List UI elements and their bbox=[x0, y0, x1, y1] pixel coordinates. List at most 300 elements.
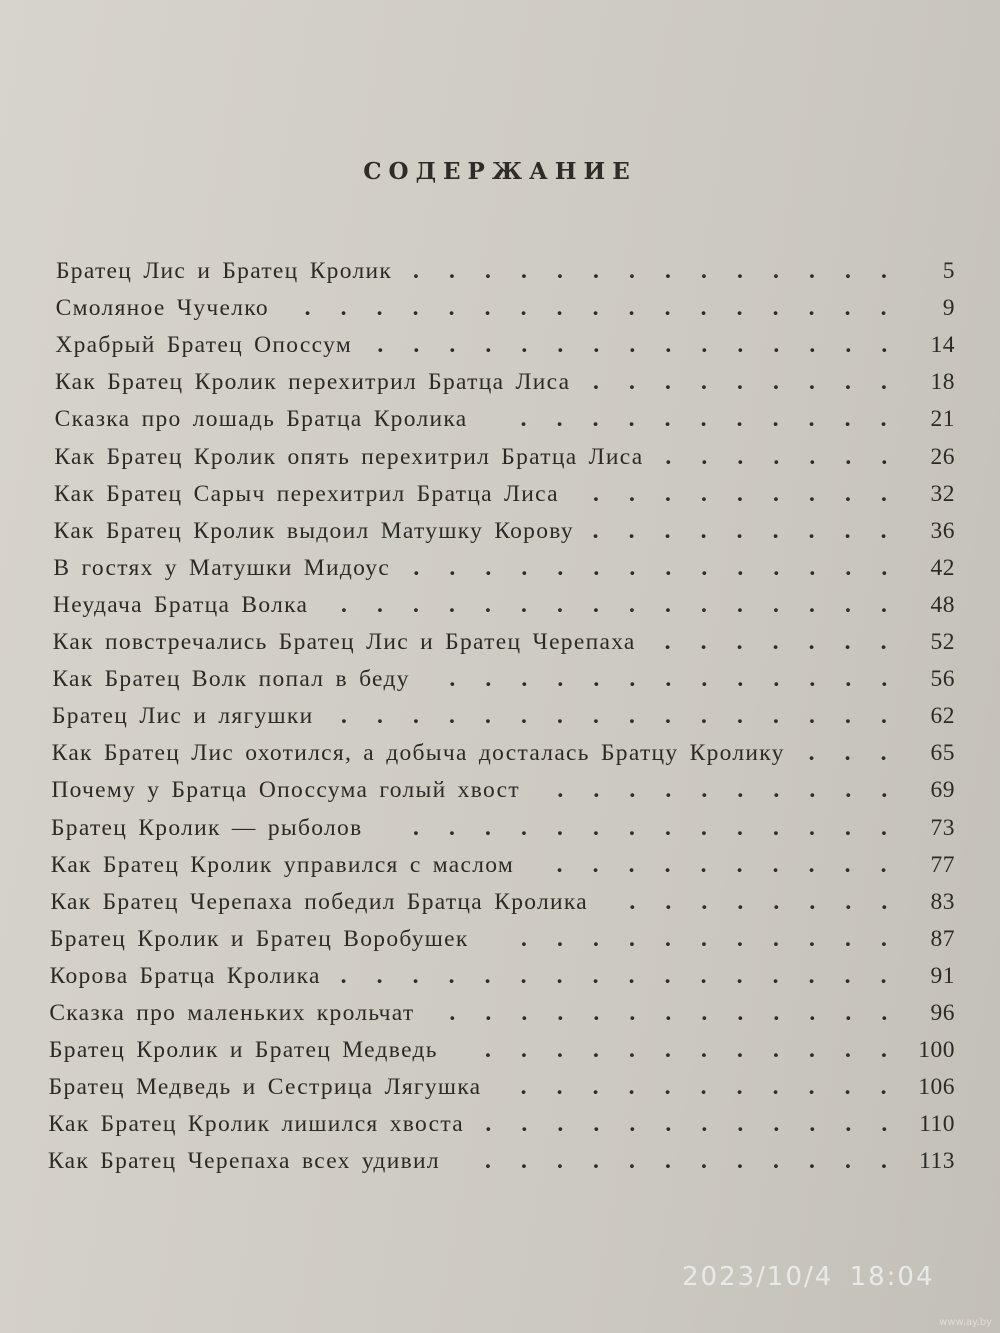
leader-dot: . bbox=[845, 1037, 852, 1064]
leader-dot: . bbox=[737, 554, 745, 581]
leader-dot: . bbox=[557, 1111, 565, 1138]
leader-dot: . bbox=[484, 295, 492, 322]
toc-entry bbox=[49, 1037, 955, 1067]
leader-dot: . bbox=[665, 591, 672, 618]
leader-dot: . bbox=[701, 332, 709, 359]
leader-dot: . bbox=[845, 554, 853, 581]
leader-dot: . bbox=[628, 517, 636, 544]
toc-entry-title: Братец Кролик и Братец Медведь bbox=[49, 1037, 438, 1064]
leader-dot: . bbox=[413, 814, 420, 841]
leader-dot: . bbox=[845, 1000, 853, 1026]
toc-entry-title: Как Братец Лис охотился, а добыча досталась Братцу Кролику bbox=[51, 740, 785, 767]
toc-entry bbox=[52, 666, 955, 696]
toc-entry bbox=[53, 592, 955, 622]
leader-dot: . bbox=[881, 332, 889, 359]
leader-dot: . bbox=[773, 888, 781, 915]
leader-dot: . bbox=[881, 1111, 889, 1138]
leader-dot: . bbox=[593, 258, 600, 284]
leader-dot: . bbox=[665, 1148, 672, 1175]
leader-dot: . bbox=[845, 1111, 853, 1138]
leader-dot: . bbox=[485, 258, 492, 284]
toc-leader-dots bbox=[665, 444, 917, 474]
leader-dot: . bbox=[485, 332, 493, 359]
leader-dot: . bbox=[845, 443, 853, 470]
toc-entry bbox=[48, 1148, 955, 1178]
leader-dot: . bbox=[701, 591, 708, 618]
toc-entry-title: Как Братец Кролик опять перехитрил Братца Лиса bbox=[54, 443, 644, 470]
toc-entry bbox=[51, 815, 955, 845]
toc-entry-title: Как Братец Сарыч перехитрил Братца Лиса bbox=[54, 480, 559, 507]
leader-dot: . bbox=[808, 406, 816, 433]
leader-dot: . bbox=[809, 591, 816, 618]
leader-dot: . bbox=[880, 962, 888, 989]
toc-entry-title: Храбрый Братец Опоссум bbox=[55, 332, 352, 359]
toc-entry bbox=[51, 777, 955, 807]
toc-leader-dots bbox=[485, 1148, 917, 1178]
leader-dot: . bbox=[557, 925, 564, 952]
leader-dot: . bbox=[485, 1111, 493, 1138]
toc-entry bbox=[55, 332, 955, 362]
leader-dot: . bbox=[701, 258, 708, 284]
leader-dot: . bbox=[484, 962, 492, 989]
leader-dot: . bbox=[557, 666, 565, 693]
leader-dot: . bbox=[340, 962, 348, 989]
leader-dot: . bbox=[844, 740, 852, 767]
toc-entry bbox=[53, 555, 955, 585]
leader-dot: . bbox=[628, 406, 636, 433]
leader-dot: . bbox=[665, 443, 673, 470]
leader-dot: . bbox=[880, 740, 888, 767]
leader-dot: . bbox=[844, 629, 852, 655]
toc-entry-title: Почему у Братца Опоссума голый хвост bbox=[51, 777, 520, 804]
leader-dot: . bbox=[556, 851, 564, 878]
leader-dot: . bbox=[629, 258, 636, 284]
leader-dot: . bbox=[736, 406, 744, 433]
leader-dot: . bbox=[592, 1074, 600, 1101]
leader-dot: . bbox=[808, 740, 816, 767]
leader-dot: . bbox=[808, 517, 816, 544]
leader-dot: . bbox=[736, 851, 744, 878]
leader-dot: . bbox=[521, 591, 528, 618]
leader-dot: . bbox=[485, 666, 493, 693]
leader-dot: . bbox=[665, 888, 673, 915]
leader-dot: . bbox=[557, 777, 565, 804]
leader-dot: . bbox=[772, 962, 780, 989]
leader-dot: . bbox=[628, 1074, 636, 1101]
leader-dot: . bbox=[521, 332, 529, 359]
leader-dot: . bbox=[376, 295, 384, 322]
leader-dot: . bbox=[737, 925, 744, 952]
leader-dot: . bbox=[665, 703, 672, 730]
leader-dot: . bbox=[737, 1000, 745, 1026]
toc-leader-dots bbox=[449, 1000, 917, 1030]
leader-dot: . bbox=[449, 1000, 457, 1026]
leader-dot: . bbox=[809, 480, 816, 507]
leader-dot: . bbox=[773, 554, 781, 581]
toc-entry-page-number: 77 bbox=[930, 851, 955, 878]
toc-entry-page-number: 83 bbox=[930, 888, 955, 915]
toc-entry-page-number: 91 bbox=[930, 962, 955, 989]
leader-dot: . bbox=[521, 1148, 528, 1175]
leader-dot: . bbox=[737, 369, 744, 396]
leader-dot: . bbox=[845, 591, 852, 618]
leader-dot: . bbox=[520, 295, 528, 322]
toc-entry-page-number: 21 bbox=[930, 406, 955, 433]
toc-leader-dots bbox=[521, 926, 917, 956]
leader-dot: . bbox=[557, 1148, 564, 1175]
leader-dot: . bbox=[773, 369, 780, 396]
leader-dot: . bbox=[557, 814, 564, 841]
leader-dot: . bbox=[809, 332, 817, 359]
toc-entry-title: Неудача Братца Волка bbox=[53, 591, 309, 618]
leader-dot: . bbox=[520, 962, 528, 989]
toc-leader-dots bbox=[413, 815, 917, 845]
toc-entry-title: Корова Братца Кролика bbox=[49, 962, 321, 989]
toc-entry bbox=[52, 703, 955, 733]
leader-dot: . bbox=[880, 851, 888, 878]
leader-dot: . bbox=[592, 962, 600, 989]
leader-dot: . bbox=[628, 851, 636, 878]
leader-dot: . bbox=[665, 258, 672, 284]
leader-dot: . bbox=[376, 962, 384, 989]
leader-dot: . bbox=[629, 703, 636, 730]
toc-entry-title: Сказка про маленьких крольчат bbox=[49, 1000, 415, 1026]
leader-dot: . bbox=[449, 332, 457, 359]
leader-dot: . bbox=[809, 925, 816, 952]
leader-dot: . bbox=[737, 666, 745, 693]
leader-dot: . bbox=[665, 332, 673, 359]
leader-dot: . bbox=[701, 1111, 709, 1138]
leader-dot: . bbox=[844, 517, 852, 544]
leader-dot: . bbox=[773, 332, 781, 359]
leader-dot: . bbox=[521, 258, 528, 284]
leader-dot: . bbox=[664, 517, 672, 544]
leader-dot: . bbox=[556, 406, 564, 433]
leader-dot: . bbox=[664, 962, 672, 989]
toc-entry bbox=[55, 369, 955, 399]
leader-dot: . bbox=[593, 1000, 601, 1026]
leader-dot: . bbox=[701, 554, 709, 581]
toc-entry bbox=[51, 852, 955, 882]
leader-dot: . bbox=[773, 666, 781, 693]
toc-leader-dots bbox=[485, 1037, 917, 1067]
leader-dot: . bbox=[809, 888, 817, 915]
leader-dot: . bbox=[521, 1111, 529, 1138]
toc-leader-dots bbox=[377, 332, 917, 362]
toc-entry-page-number: 106 bbox=[918, 1074, 955, 1101]
leader-dot: . bbox=[665, 1037, 672, 1064]
leader-dot: . bbox=[880, 1074, 888, 1101]
leader-dot: . bbox=[377, 591, 384, 618]
leader-dot: . bbox=[593, 480, 600, 507]
leader-dot: . bbox=[593, 703, 600, 730]
toc-entry-title: Братец Лис и Братец Кролик bbox=[56, 258, 393, 284]
leader-dot: . bbox=[737, 591, 744, 618]
leader-dot: . bbox=[773, 591, 780, 618]
toc-leader-dots bbox=[629, 889, 917, 919]
leader-dot: . bbox=[700, 962, 708, 989]
leader-dot: . bbox=[881, 666, 889, 693]
toc-entry-page-number: 65 bbox=[930, 740, 955, 767]
leader-dot: . bbox=[701, 888, 709, 915]
leader-dot: . bbox=[629, 1000, 637, 1026]
leader-dot: . bbox=[809, 1148, 816, 1175]
leader-dot: . bbox=[737, 1037, 744, 1064]
leader-dot: . bbox=[881, 814, 888, 841]
leader-dot: . bbox=[808, 629, 816, 655]
leader-dot: . bbox=[629, 888, 637, 915]
leader-dot: . bbox=[880, 295, 888, 322]
leader-dot: . bbox=[737, 332, 745, 359]
leader-dot: . bbox=[808, 851, 816, 878]
toc-entry-page-number: 62 bbox=[930, 703, 955, 730]
leader-dot: . bbox=[593, 777, 601, 804]
leader-dot: . bbox=[521, 666, 529, 693]
leader-dot: . bbox=[413, 332, 421, 359]
toc-entry-page-number: 26 bbox=[930, 443, 955, 470]
leader-dot: . bbox=[629, 1111, 637, 1138]
toc-leader-dots bbox=[449, 666, 917, 696]
leader-dot: . bbox=[737, 777, 745, 804]
leader-dot: . bbox=[845, 258, 852, 284]
leader-dot: . bbox=[700, 1074, 708, 1101]
toc-leader-dots bbox=[413, 555, 917, 585]
toc-leader-dots bbox=[341, 703, 917, 733]
leader-dot: . bbox=[881, 1000, 889, 1026]
leader-dot: . bbox=[881, 703, 888, 730]
leader-dot: . bbox=[845, 1148, 852, 1175]
leader-dot: . bbox=[557, 703, 564, 730]
leader-dot: . bbox=[808, 962, 816, 989]
leader-dot: . bbox=[449, 666, 457, 693]
leader-dot: . bbox=[629, 1037, 636, 1064]
leader-dot: . bbox=[557, 554, 565, 581]
leader-dot: . bbox=[881, 591, 888, 618]
leader-dot: . bbox=[628, 962, 636, 989]
leader-dot: . bbox=[700, 629, 708, 655]
toc-entry bbox=[55, 406, 955, 436]
leader-dot: . bbox=[772, 295, 780, 322]
leader-dot: . bbox=[737, 258, 744, 284]
leader-dot: . bbox=[809, 1111, 817, 1138]
leader-dot: . bbox=[809, 814, 816, 841]
toc-entry-page-number: 48 bbox=[930, 591, 955, 618]
leader-dot: . bbox=[880, 406, 888, 433]
leader-dot: . bbox=[448, 962, 456, 989]
leader-dot: . bbox=[520, 406, 528, 433]
leader-dot: . bbox=[700, 295, 708, 322]
leader-dot: . bbox=[557, 1037, 564, 1064]
toc-entry-page-number: 73 bbox=[930, 814, 955, 841]
toc-leader-dots bbox=[305, 295, 917, 325]
leader-dot: . bbox=[736, 517, 744, 544]
leader-dot: . bbox=[845, 814, 852, 841]
leader-dot: . bbox=[485, 554, 493, 581]
toc-entry-title: Как Братец Кролик выдоил Матушку Корову bbox=[53, 517, 574, 544]
leader-dot: . bbox=[701, 1148, 708, 1175]
leader-dot: . bbox=[593, 554, 601, 581]
watermark: www.ay.by bbox=[939, 1317, 992, 1328]
leader-dot: . bbox=[665, 777, 673, 804]
leader-dot: . bbox=[844, 295, 852, 322]
leader-dot: . bbox=[845, 369, 852, 396]
leader-dot: . bbox=[701, 443, 709, 470]
leader-dot: . bbox=[557, 1000, 565, 1026]
leader-dot: . bbox=[340, 295, 348, 322]
leader-dot: . bbox=[773, 925, 780, 952]
leader-dot: . bbox=[809, 777, 817, 804]
leader-dot: . bbox=[665, 369, 672, 396]
toc-entry-title: Как Братец Кролик лишился хвоста bbox=[48, 1111, 464, 1138]
toc-leader-dots bbox=[557, 777, 917, 807]
leader-dot: . bbox=[412, 962, 420, 989]
leader-dot: . bbox=[844, 851, 852, 878]
leader-dot: . bbox=[881, 1037, 888, 1064]
leader-dot: . bbox=[521, 1000, 529, 1026]
leader-dot: . bbox=[808, 295, 816, 322]
leader-dot: . bbox=[377, 332, 385, 359]
toc-entry-page-number: 5 bbox=[942, 258, 955, 284]
leader-dot: . bbox=[844, 1074, 852, 1101]
leader-dot: . bbox=[413, 554, 421, 581]
leader-dot: . bbox=[736, 629, 744, 655]
leader-dot: . bbox=[449, 591, 456, 618]
leader-dot: . bbox=[701, 480, 708, 507]
toc-entry-title: Как Братец Кролик управился с маслом bbox=[50, 851, 515, 878]
leader-dot: . bbox=[881, 777, 889, 804]
leader-dot: . bbox=[881, 925, 888, 952]
leader-dot: . bbox=[664, 295, 672, 322]
leader-dot: . bbox=[701, 1037, 708, 1064]
leader-dot: . bbox=[881, 1148, 888, 1175]
leader-dot: . bbox=[809, 666, 817, 693]
leader-dot: . bbox=[737, 703, 744, 730]
toc-entry-page-number: 100 bbox=[918, 1037, 955, 1064]
leader-dot: . bbox=[449, 258, 456, 284]
leader-dot: . bbox=[485, 703, 492, 730]
toc-leader-dots bbox=[557, 852, 917, 882]
toc-entry-title: Смоляное Чучелко bbox=[55, 295, 269, 322]
leader-dot: . bbox=[881, 369, 888, 396]
toc-entry bbox=[50, 889, 955, 919]
leader-dot: . bbox=[701, 1000, 709, 1026]
toc-entry-title: Братец Медведь и Сестрица Лягушка bbox=[48, 1074, 482, 1101]
leader-dot: . bbox=[772, 1074, 780, 1101]
leader-dot: . bbox=[701, 369, 708, 396]
leader-dot: . bbox=[701, 666, 709, 693]
leader-dot: . bbox=[628, 295, 636, 322]
toc-entry-page-number: 87 bbox=[930, 925, 955, 952]
leader-dot: . bbox=[773, 480, 780, 507]
leader-dot: . bbox=[844, 962, 852, 989]
toc-entry-title: В гостях у Матушки Мидоус bbox=[53, 554, 391, 581]
leader-dot: . bbox=[737, 480, 744, 507]
leader-dot: . bbox=[593, 1148, 600, 1175]
leader-dot: . bbox=[665, 1000, 673, 1026]
leader-dot: . bbox=[412, 295, 420, 322]
leader-dot: . bbox=[809, 369, 816, 396]
leader-dot: . bbox=[845, 925, 852, 952]
leader-dot: . bbox=[772, 629, 780, 655]
leader-dot: . bbox=[737, 443, 745, 470]
toc-entry-title: Братец Кролик и Братец Воробушек bbox=[50, 925, 469, 952]
leader-dot: . bbox=[557, 332, 565, 359]
toc-entry-page-number: 69 bbox=[930, 777, 955, 804]
leader-dot: . bbox=[845, 703, 852, 730]
leader-dot: . bbox=[521, 1037, 528, 1064]
toc-entry bbox=[53, 629, 955, 659]
leader-dot: . bbox=[773, 777, 781, 804]
page-title: СОДЕРЖАНИЕ bbox=[363, 158, 637, 185]
toc-entry-title: Как повстречались Братец Лис и Братец Черепаха bbox=[52, 629, 636, 655]
toc-leader-dots bbox=[593, 518, 917, 548]
leader-dot: . bbox=[665, 814, 672, 841]
toc-entry bbox=[50, 963, 955, 993]
leader-dot: . bbox=[449, 703, 456, 730]
leader-dot: . bbox=[737, 1148, 744, 1175]
leader-dot: . bbox=[773, 814, 780, 841]
leader-dot: . bbox=[809, 443, 817, 470]
leader-dot: . bbox=[736, 962, 744, 989]
leader-dot: . bbox=[772, 406, 780, 433]
leader-dot: . bbox=[629, 814, 636, 841]
leader-dot: . bbox=[485, 1037, 492, 1064]
leader-dot: . bbox=[413, 703, 420, 730]
toc-leader-dots bbox=[485, 1111, 917, 1141]
toc-entry bbox=[52, 740, 955, 770]
toc-leader-dots bbox=[665, 629, 917, 659]
toc-entry-title: Сказка про лошадь Братца Кролика bbox=[54, 406, 468, 433]
leader-dot: . bbox=[881, 888, 889, 915]
leader-dot: . bbox=[556, 1074, 564, 1101]
leader-dot: . bbox=[664, 629, 672, 655]
leader-dot: . bbox=[845, 666, 853, 693]
leader-dot: . bbox=[772, 517, 780, 544]
leader-dot: . bbox=[629, 332, 637, 359]
leader-dot: . bbox=[809, 703, 816, 730]
leader-dot: . bbox=[701, 814, 708, 841]
toc-entry-title: Как Братец Черепаха всех удивил bbox=[48, 1148, 440, 1175]
leader-dot: . bbox=[485, 1148, 492, 1175]
toc-entry-page-number: 32 bbox=[930, 480, 955, 507]
leader-dot: . bbox=[664, 851, 672, 878]
leader-dot: . bbox=[448, 295, 456, 322]
leader-dot: . bbox=[773, 1111, 781, 1138]
leader-dot: . bbox=[593, 666, 601, 693]
toc-leader-dots bbox=[521, 406, 917, 436]
toc-entry bbox=[49, 1000, 955, 1030]
leader-dot: . bbox=[773, 703, 780, 730]
leader-dot: . bbox=[700, 406, 708, 433]
leader-dot: . bbox=[809, 1000, 817, 1026]
toc-entry-title: Братец Лис и лягушки bbox=[52, 703, 314, 730]
leader-dot: . bbox=[485, 591, 492, 618]
toc-entry-page-number: 18 bbox=[930, 369, 955, 396]
leader-dot: . bbox=[556, 962, 564, 989]
toc-entry bbox=[54, 481, 955, 511]
leader-dot: . bbox=[701, 703, 708, 730]
leader-dot: . bbox=[449, 554, 457, 581]
leader-dot: . bbox=[881, 443, 889, 470]
leader-dot: . bbox=[593, 1037, 600, 1064]
leader-dot: . bbox=[521, 703, 528, 730]
leader-dot: . bbox=[629, 925, 636, 952]
leader-dot: . bbox=[665, 666, 673, 693]
leader-dot: . bbox=[772, 851, 780, 878]
leader-dot: . bbox=[737, 814, 744, 841]
leader-dot: . bbox=[629, 666, 637, 693]
leader-dot: . bbox=[520, 1074, 528, 1101]
